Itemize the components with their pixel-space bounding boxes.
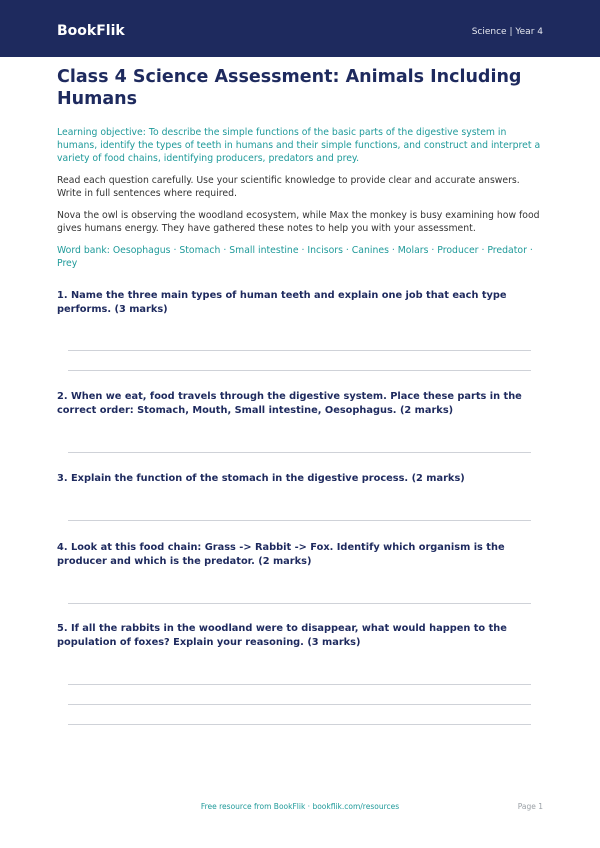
question-4: 4. Look at this food chain: Grass -> Rabbit -> Fox. Identify which organism is the producer and which is the predator. (2 marks) — [57, 542, 505, 567]
answer-line[interactable] — [68, 684, 531, 685]
subject-year-label: Science | Year 4 — [471, 27, 543, 37]
answer-line[interactable] — [68, 452, 531, 453]
answer-line[interactable] — [68, 603, 531, 604]
word-bank: Word bank: Oesophagus · Stomach · Small intestine · Incisors · Canines · Molars · Producer · Predator · Prey — [57, 245, 533, 269]
page-header — [0, 0, 600, 57]
learning-objective: Learning objective: To describe the simple functions of the basic parts of the digestive system in humans, identify the types of teeth in humans and their simple functions, and construct and interpret a variety of food chains, identifying producers, predators and prey. — [57, 127, 541, 164]
brand-logo[interactable]: BookFlik — [57, 23, 125, 39]
question-1: 1. Name the three main types of human teeth and explain one job that each type performs. (3 marks) — [57, 290, 507, 315]
intro-section — [57, 66, 543, 270]
answer-line[interactable] — [68, 704, 531, 705]
answer-line[interactable] — [68, 350, 531, 351]
answer-line[interactable] — [68, 724, 531, 725]
footer-resource-link[interactable]: Free resource from BookFlik · bookflik.com/resources — [200, 802, 400, 811]
question-3: 3. Explain the function of the stomach in the digestive process. (2 marks) — [57, 473, 465, 484]
page-title: Class 4 Science Assessment: Animals Including Humans — [57, 67, 522, 109]
answer-line[interactable] — [68, 370, 531, 371]
instructions: Read each question carefully. Use your scientific knowledge to provide clear and accurate answers. Write in full sentences where required. — [57, 175, 520, 199]
answer-line[interactable] — [68, 520, 531, 521]
question-2: 2. When we eat, food travels through the digestive system. Place these parts in the correct order: Stomach, Mouth, Small intestine, Oesophagus. (2 marks) — [57, 391, 522, 416]
question-5: 5. If all the rabbits in the woodland were to disappear, what would happen to the population of foxes? Explain your reasoning. (3 marks) — [57, 623, 507, 648]
story-intro: Nova the owl is observing the woodland ecosystem, while Max the monkey is busy examining how food gives humans energy. They have gathered these notes to help you with your assessment. — [57, 210, 540, 234]
page-number: Page 1 — [517, 802, 543, 811]
